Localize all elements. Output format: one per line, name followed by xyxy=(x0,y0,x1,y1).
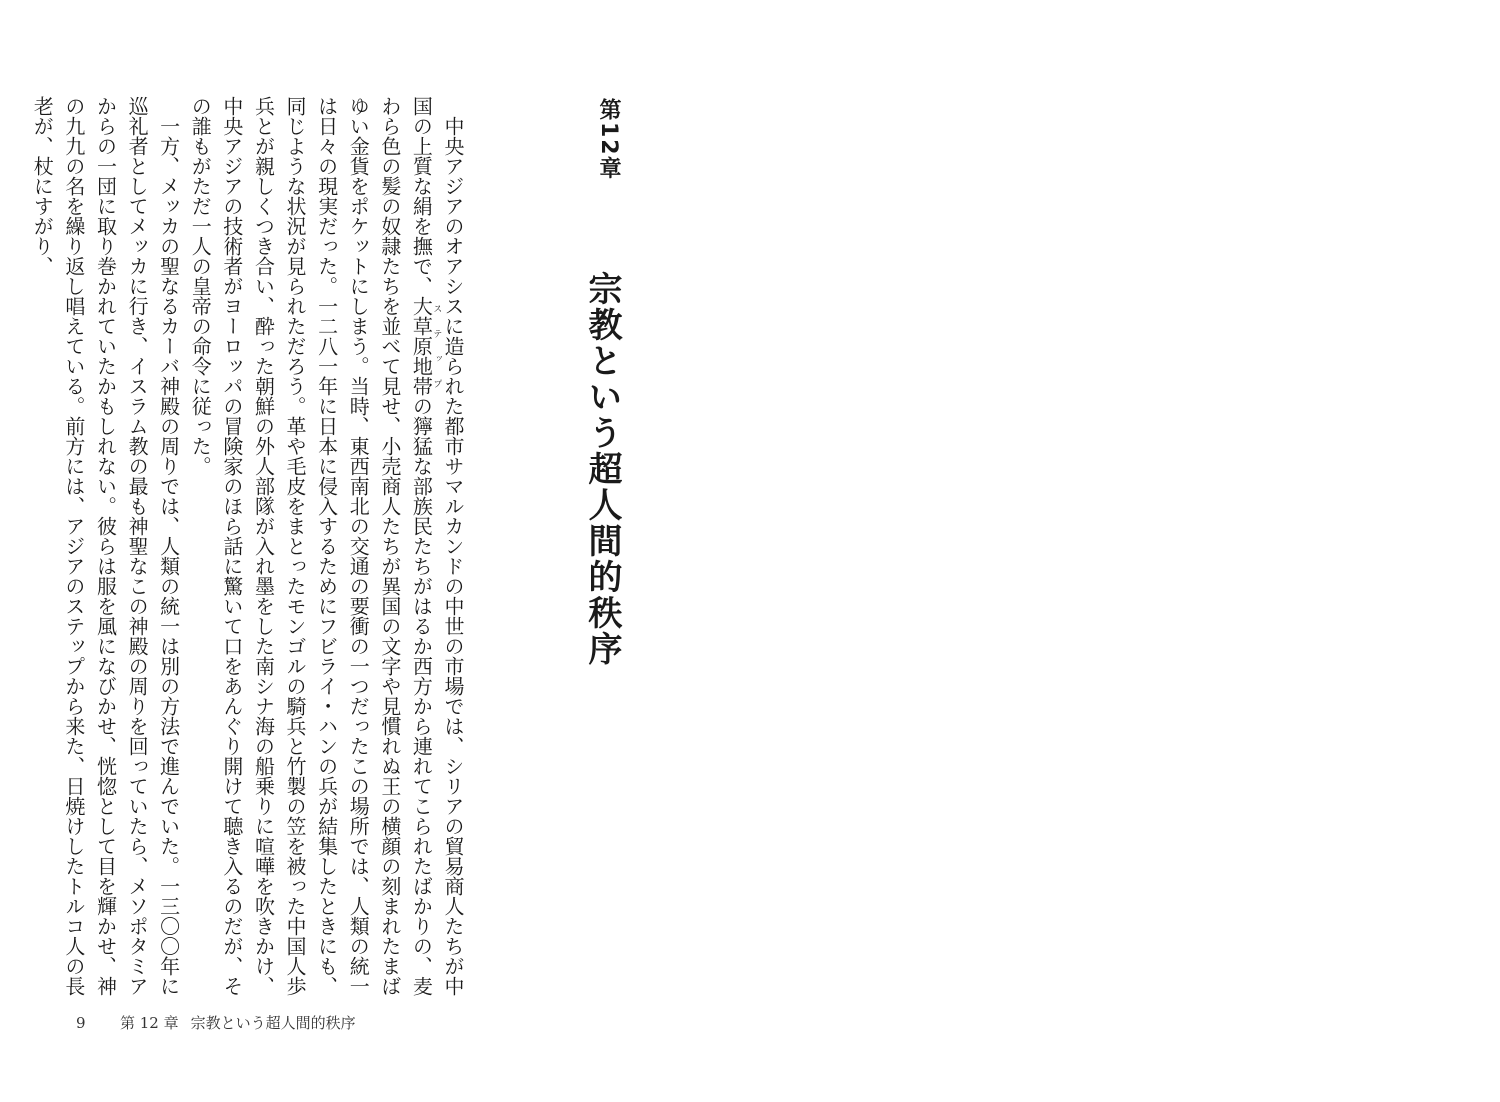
body-text xyxy=(26,96,468,996)
paragraph-1 xyxy=(184,96,468,996)
page-number: 9 xyxy=(76,1014,86,1032)
chapter-title: 宗教という超人間的秩序 xyxy=(582,270,622,667)
footer-chapter: 第 12 章 xyxy=(120,1014,179,1032)
paragraph-2: 一方、メッカの聖なるカーバ神殿の周りでは、人類の統一は別の方法で進んでいた。一三〇〇年に巡礼者としてメッカに行き、イスラム教の最も神聖なこの神殿の周りを回っていたら、メソポタミアからの一団に取り巻かれていたかもしれない。彼らは服を風になびかせ、恍惚として目を輝かせ、神の九九の名を繰り返し唱えている。前方には、アジアのステップから来た、日焼けしたトルコ人の長老が、杖にすがり、 xyxy=(30,96,181,996)
ruby-text: ステップ xyxy=(431,296,442,396)
chapter-label: 第12章 xyxy=(596,98,621,181)
footer-title: 宗教という超人間的秩序 xyxy=(190,1014,356,1032)
paragraph-1-part-a: 中央アジアのオアシスに造られた都市サマルカンドの中世の市場では、シリアの貿易商人たちが中国の上質な絹を撫で、 xyxy=(409,96,465,996)
furigana-steppe xyxy=(409,296,442,396)
chapter-heading xyxy=(582,98,622,667)
paragraph-1-part-b: の獰猛な部族民たちがはるか西方から連れてこられたばかりの、麦わら色の髪の奴隷たちを並べて見せ、小売商人たちが異国の文字や見慣れぬ王の横顔の刻まれたまばゆい金貨をポケットにしまう。当時、東西南北の交通の要衝の一つだったこの場所では、人類の統一は日々の現実だった。一二八一年に日本に侵入するためにフビライ・ハンの兵が結集したときにも、同じような状況が見られただろう。革や毛皮をまとったモンゴルの騎兵と竹製の笠を被った中国人歩兵とが親しくつき合い、酔った朝鮮の外人部隊が入れ墨をした南シナ海の船乗りに喧嘩を吹きかけ、中央アジアの技術者がヨーロッパの冒険家のほら話に驚いて口をあんぐり開けて聴き入るのだが、その誰もがただ一人の皇帝の命令に従った。 xyxy=(188,96,434,996)
ruby-base: 大草原地帯 xyxy=(409,296,434,396)
running-footer xyxy=(76,1012,356,1033)
